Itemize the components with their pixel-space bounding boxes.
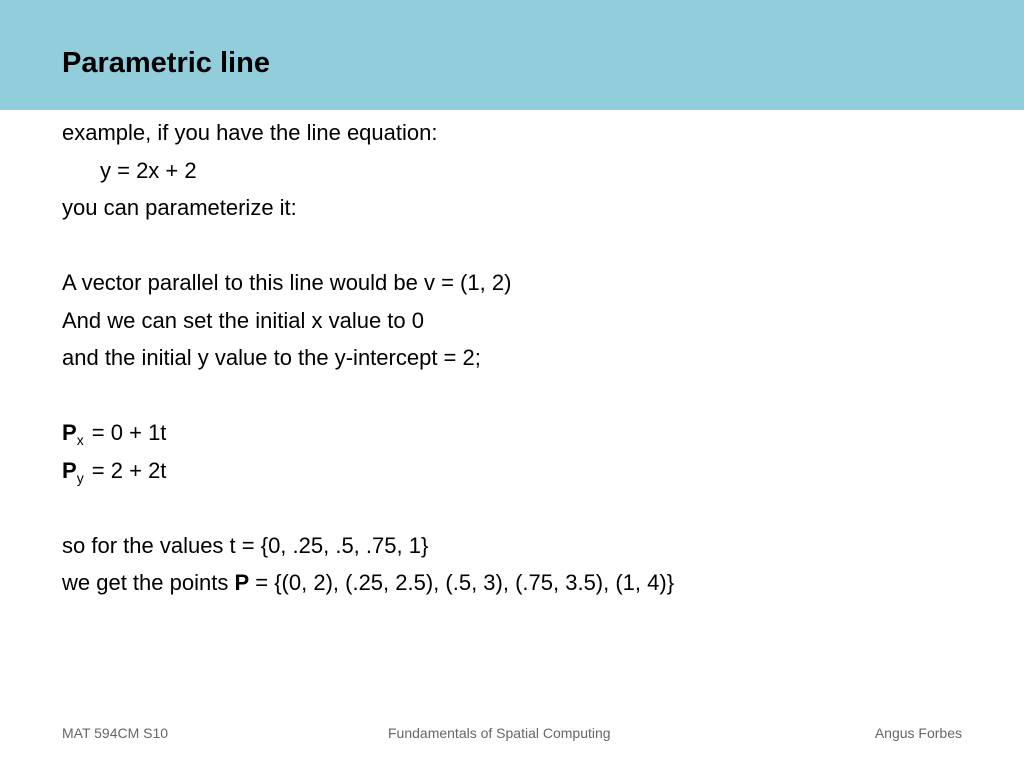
points-prefix: we get the points <box>62 570 235 595</box>
py-symbol: P <box>62 457 77 483</box>
body-line-t-values: so for the values t = {0, .25, .5, .75, 1} <box>62 532 429 558</box>
body-line-initial-y: and the initial y value to the y-intercept = 2; <box>62 345 481 370</box>
px-symbol: P <box>62 420 77 445</box>
points-symbol: P <box>234 570 250 595</box>
slide-body <box>62 114 1002 602</box>
body-line-parameterize: you can parameterize it: <box>62 195 297 220</box>
footer-course: MAT 594CM S10 <box>62 725 169 741</box>
px-expression: = 0 + 1t <box>85 420 167 445</box>
body-line-vector: A vector parallel to this line would be v = (1, 2) <box>62 270 512 295</box>
footer-author: Angus Forbes <box>874 725 962 741</box>
body-line-points <box>62 564 1002 602</box>
py-expression: = 2 + 2t <box>85 457 167 483</box>
slide-title: Parametric line <box>62 47 270 79</box>
py-equation <box>62 452 1002 490</box>
blank-line <box>62 227 1002 265</box>
px-subscript: x <box>76 432 84 448</box>
py-subscript: y <box>76 469 84 486</box>
body-line-initial-x: And we can set the initial x value to 0 <box>62 307 424 333</box>
footer-course-title: Fundamentals of Spatial Computing <box>388 725 611 741</box>
line-equation: y = 2x + 2 <box>100 157 197 183</box>
px-equation <box>62 414 1002 452</box>
blank-line <box>62 377 1002 415</box>
blank-line <box>62 489 1002 527</box>
body-line-example: example, if you have the line equation: <box>62 120 438 145</box>
points-list: = {(0, 2), (.25, 2.5), (.5, 3), (.75, 3.5), (1, 4)} <box>249 570 675 595</box>
